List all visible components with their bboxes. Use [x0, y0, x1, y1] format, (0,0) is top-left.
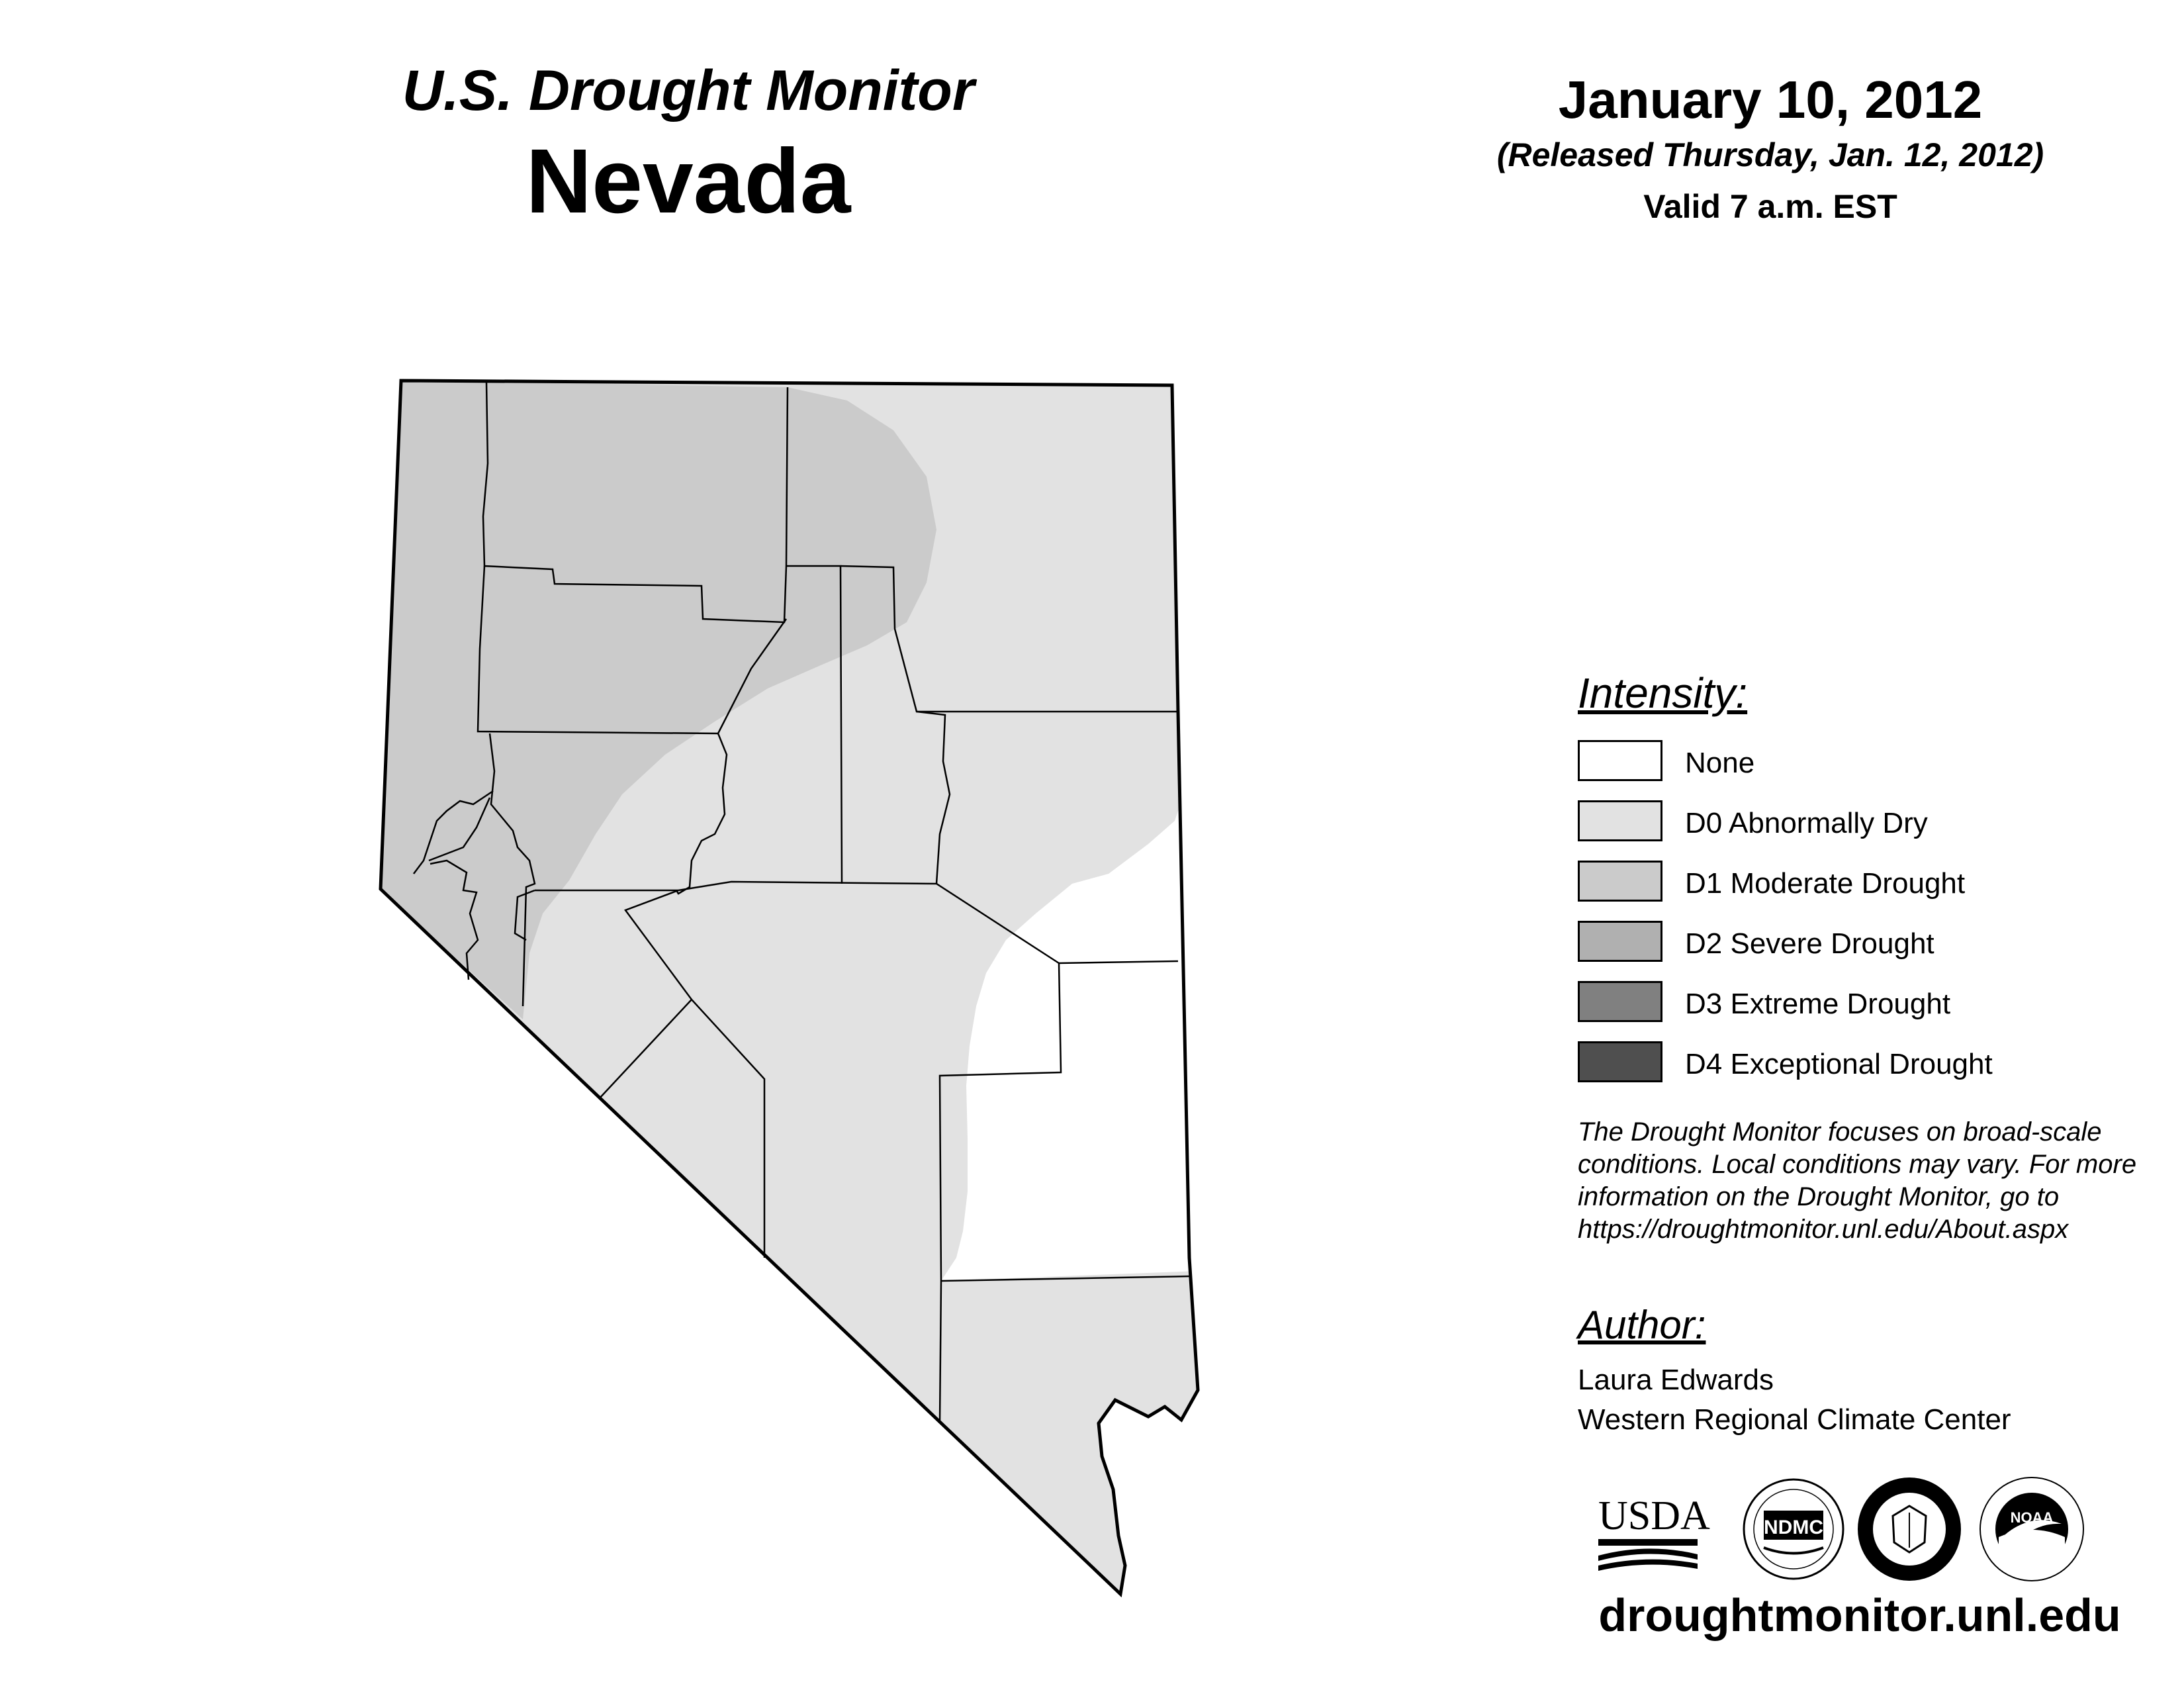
- agency-logos: [1575, 1476, 2144, 1582]
- legend-label: D3 Extreme Drought: [1685, 988, 1951, 1020]
- disclaimer-text: The Drought Monitor focuses on broad-scale conditions. Local conditions may vary. For more information on the Drought Monitor, go to https://droughtmonitor.unl.edu/About.aspx: [1578, 1117, 2137, 1244]
- noaa-logo: [1980, 1477, 2083, 1581]
- website-link[interactable]: droughtmonitor.unl.edu: [1598, 1589, 2121, 1641]
- legend-label: D0 Abnormally Dry: [1685, 807, 1928, 839]
- legend-swatch: [1578, 1041, 1662, 1082]
- legend-swatch: [1578, 981, 1662, 1022]
- legend-swatch: [1578, 861, 1662, 902]
- state-name: Nevada: [525, 130, 851, 232]
- legend-swatch: [1578, 921, 1662, 962]
- legend-label: None: [1685, 747, 1755, 779]
- author-name: Laura Edwards: [1578, 1364, 1774, 1396]
- ndmc-logo: [1744, 1479, 1843, 1579]
- usda-logo-text: USDA: [1598, 1493, 1710, 1538]
- legend-label: D1 Moderate Drought: [1685, 867, 1966, 900]
- noaa-logo-text: NOAA: [2010, 1509, 2054, 1526]
- map-title: U.S. Drought Monitor: [402, 59, 975, 122]
- legend-swatch: [1578, 740, 1662, 781]
- release-date: (Released Thursday, Jan. 12, 2012): [1496, 136, 2044, 173]
- legend-label: D4 Exceptional Drought: [1685, 1048, 1993, 1080]
- map-date: January 10, 2012: [1558, 70, 1983, 129]
- ndmc-logo-text: NDMC: [1764, 1517, 1823, 1538]
- valid-time: Valid 7 a.m. EST: [1643, 188, 1897, 225]
- usda-logo: [1598, 1493, 1710, 1571]
- legend-label: D2 Severe Drought: [1685, 927, 1934, 960]
- author-organization: Western Regional Climate Center: [1578, 1403, 2011, 1436]
- author-heading: Author:: [1578, 1303, 1706, 1347]
- legend-swatch: [1578, 800, 1662, 841]
- legend-title: Intensity:: [1578, 669, 1748, 717]
- commerce-seal-icon: [1858, 1477, 1961, 1581]
